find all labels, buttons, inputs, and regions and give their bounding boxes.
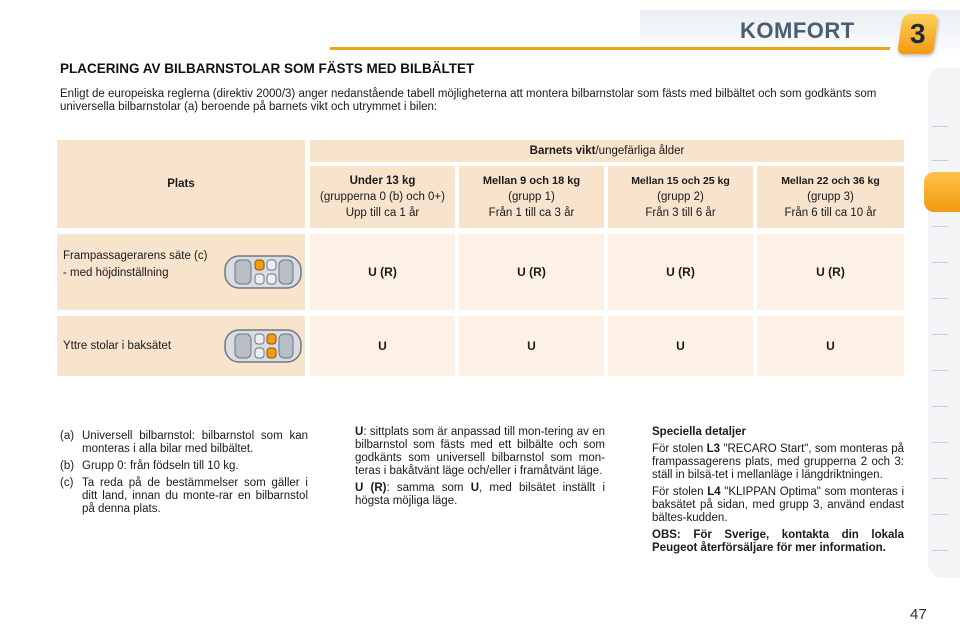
cell-value: U (R) xyxy=(666,264,695,279)
table-cell xyxy=(608,316,753,376)
page-heading: PLACERING AV BILBARNSTOLAR SOM FÄSTS MED BILBÄLTET xyxy=(60,61,475,76)
column-age: Från 6 till ca 10 år xyxy=(784,206,877,219)
place-header: Plats xyxy=(167,177,195,190)
weight-header-bold: Barnets vikt xyxy=(529,144,596,157)
footnote xyxy=(60,477,308,516)
legend-key: U xyxy=(355,426,364,438)
column-title: Mellan 9 och 18 kg xyxy=(482,174,581,187)
chapter-tab-divider xyxy=(932,406,948,407)
chapter-tab-divider xyxy=(932,442,948,443)
chapter-number: 3 xyxy=(910,18,926,49)
column-age: Från 1 till ca 3 år xyxy=(488,206,575,219)
cell-value: U xyxy=(527,338,536,353)
special-paragraph: För stolen L3 "RECARO Start", som monteras på frampassagerens plats, med grupperna 2 och 3: ställ in bilsä-tet i mellanläge i längdriktningen. xyxy=(652,443,904,481)
chapter-tab-divider xyxy=(932,514,948,515)
legend-text: : samma som xyxy=(386,482,471,494)
footnote-text: Universell bilbarnstol: bilbarnstol som kan monteras i alla bilar med bilbältet. xyxy=(82,430,308,455)
footnote xyxy=(60,460,308,473)
chapter-tab-strip xyxy=(928,68,960,578)
table-cell xyxy=(459,234,604,310)
chapter-tab-divider xyxy=(932,478,948,479)
seat-note: - med höjdinställning xyxy=(63,267,169,279)
legend-ur xyxy=(355,482,605,508)
column-age: Från 3 till 6 år xyxy=(645,206,716,219)
legend-text: : sittplats som är anpassad till mon-tering av en bilbarnstol som fästs med ett bilbälte och som godkänts som universell bilbarnstol som mon-teras i bakåtvänt läge och/eller i framåtvänt läge. xyxy=(355,426,605,477)
cell-value: U (R) xyxy=(816,264,845,279)
column-title: Mellan 15 och 25 kg xyxy=(631,174,730,187)
footnote-text: Ta reda på de bestämmelser som gäller i ditt land, innan du monte-rar en bilbarnstol på denna plats. xyxy=(82,477,308,515)
legend-u xyxy=(355,426,605,478)
chapter-tab-divider xyxy=(932,226,948,227)
column-group: (grupperna 0 (b) och 0+) xyxy=(320,190,445,203)
special-paragraph: För stolen L4 "KLIPPAN Optima" som monteras i baksätet på sidan, med grupp 3, använd endast bältes-kudden. xyxy=(652,486,904,524)
chapter-tab-divider xyxy=(932,298,948,299)
seat-model-key: L4 xyxy=(707,486,721,498)
table-cell xyxy=(310,234,455,310)
cell-value: U xyxy=(378,338,387,353)
seat-model-key: L3 xyxy=(706,443,721,455)
seat-row-label xyxy=(57,316,305,376)
intro-paragraph: Enligt de europeiska reglerna (direktiv 2000/3) anger nedanstående tabell möjligheterna att montera bilbarnstolar som fästs med bilbältet och som godkänts som universella bilbarnstolar (a) beroende på barnets vikt och utrymmet i bilen: xyxy=(60,88,877,113)
chapter-tab-divider xyxy=(932,160,948,161)
seat-row-label xyxy=(57,234,305,310)
place-header-cell xyxy=(57,140,305,228)
table-cell xyxy=(459,316,604,376)
car-front-seat-icon xyxy=(223,252,303,292)
table-cell xyxy=(310,316,455,376)
footnote-text: Grupp 0: från födseln till 10 kg. xyxy=(82,460,239,472)
car-rear-seat-icon xyxy=(223,326,303,366)
chapter-tab-active[interactable] xyxy=(924,172,960,212)
footnote-key: (a) xyxy=(60,430,75,442)
column-title: Mellan 22 och 36 kg xyxy=(781,174,880,187)
chapter-tab-divider xyxy=(932,370,948,371)
header-rule xyxy=(330,47,890,50)
footnote-key: (c) xyxy=(60,477,74,489)
weight-group-header xyxy=(310,140,904,162)
column-header xyxy=(757,166,904,228)
chapter-tab-divider xyxy=(932,334,948,335)
section-title: KOMFORT xyxy=(740,18,855,43)
chapter-tab-divider xyxy=(932,550,948,551)
chapter-tab-divider xyxy=(932,126,948,127)
column-group: (grupp 2) xyxy=(657,190,704,203)
cell-value: U (R) xyxy=(368,264,397,279)
legend-key: U (R) xyxy=(355,482,387,494)
cell-value: U xyxy=(676,338,685,353)
special-details xyxy=(652,426,904,559)
special-title: Speciella detaljer xyxy=(652,426,746,438)
footnote xyxy=(60,430,308,456)
column-header xyxy=(608,166,753,228)
table-cell xyxy=(757,234,904,310)
column-header xyxy=(459,166,604,228)
column-age: Upp till ca 1 år xyxy=(345,206,420,219)
column-group: (grupp 3) xyxy=(807,190,854,203)
legend-inline-key: U xyxy=(470,482,480,494)
legend xyxy=(355,426,605,512)
weight-header-rest: /ungefärliga ålder xyxy=(595,144,685,157)
table-cell xyxy=(608,234,753,310)
chapter-tab-divider xyxy=(932,262,948,263)
column-group: (grupp 1) xyxy=(508,190,555,203)
cell-value: U xyxy=(826,338,835,353)
column-title: Under 13 kg xyxy=(349,174,416,187)
legend-text: , med bilsätet inställt i högsta möjliga läge. xyxy=(355,482,605,507)
obs-note: OBS: För Sverige, kontakta din lokala Peugeot återförsäljare för mer information. xyxy=(652,529,904,554)
seat-label: Frampassagerarens säte (c) xyxy=(63,250,208,262)
cell-value: U (R) xyxy=(517,264,546,279)
page-number: 47 xyxy=(910,606,927,623)
table-cell xyxy=(757,316,904,376)
chapter-badge xyxy=(897,14,939,54)
column-header xyxy=(310,166,455,228)
seat-label: Yttre stolar i baksätet xyxy=(63,340,172,352)
footnote-key: (b) xyxy=(60,460,75,472)
footnotes xyxy=(60,430,308,520)
